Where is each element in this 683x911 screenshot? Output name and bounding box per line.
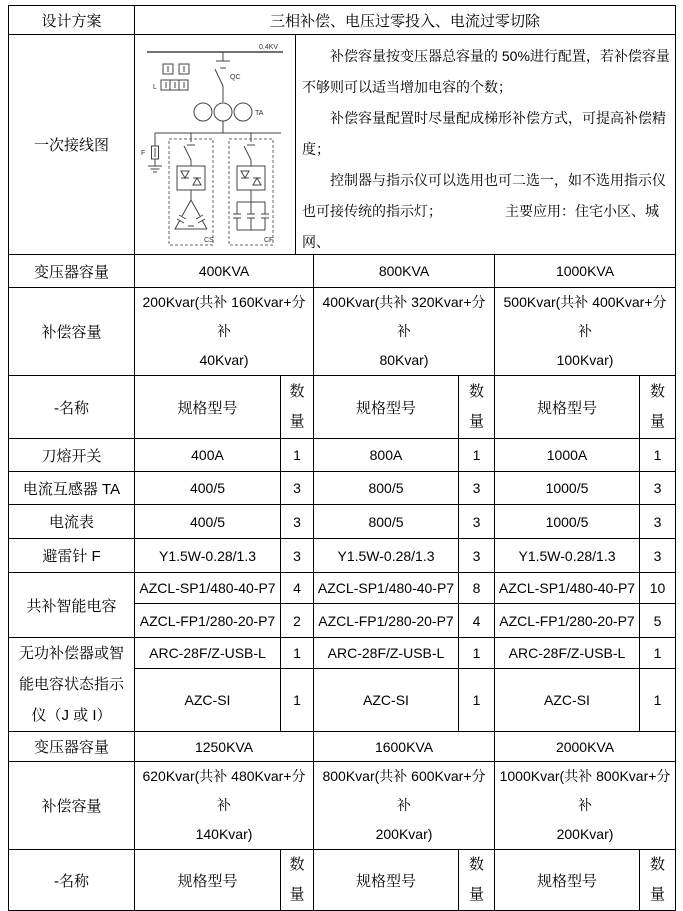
- compensation-label-cell: 补偿容量: [9, 288, 135, 376]
- compensation-value-cell: 200Kvar(共补 160Kvar+分补 40Kvar): [135, 288, 314, 376]
- wiring-notes: [296, 35, 675, 254]
- note-paragraph: 补偿容量按变压器总容量的 50%进行配置，若补偿容量 不够则可以适当增加电容的个数；: [302, 48, 670, 95]
- qty-cell: 5: [640, 604, 676, 638]
- part-name-cell: 刀熔开关: [9, 439, 135, 472]
- transformer-value-cell: 2000KVA: [495, 732, 676, 762]
- qty-cell: 3: [459, 472, 495, 505]
- transformer-value-cell: 400KVA: [135, 255, 314, 288]
- qty-cell: 3: [640, 539, 676, 573]
- parts-header-row-1: [9, 376, 676, 439]
- spec-cell: 400/5: [135, 505, 281, 539]
- compensation-value-cell: 620Kvar(共补 480Kvar+分补 140Kvar): [135, 762, 314, 850]
- parts-header-row-2: [9, 850, 676, 911]
- qty-cell: 1: [640, 638, 676, 669]
- part-name-cell: 无功补偿器或智 能电容状态指示 仪（J 或 I）: [9, 638, 135, 732]
- qty-cell: 3: [640, 505, 676, 539]
- qty-cell: 3: [640, 472, 676, 505]
- qty-header-cell: 数 量: [640, 850, 676, 911]
- spec-cell: ARC-28F/Z-USB-L: [135, 638, 281, 669]
- wiring-diagram: [137, 38, 293, 251]
- part-row-knife-switch: [9, 439, 676, 472]
- transformer-value-cell: 1250KVA: [135, 732, 314, 762]
- spec-header-cell: 规格型号: [314, 376, 459, 439]
- design-label-cell: 设计方案: [9, 6, 135, 35]
- spec-cell: 800/5: [314, 505, 459, 539]
- part-name-cell: 电流互感器 TA: [9, 472, 135, 505]
- transformer-label-cell: 变压器容量: [9, 255, 135, 288]
- name-header-cell: -名称: [9, 376, 135, 439]
- transformer-value-cell: 1600KVA: [314, 732, 495, 762]
- spec-cell: AZCL-SP1/480-40-P7: [314, 573, 459, 604]
- part-name-cell: 共补智能电容: [9, 573, 135, 638]
- spec-cell: AZCL-FP1/280-20-P7: [495, 604, 640, 638]
- qty-cell: 1: [281, 638, 314, 669]
- qty-cell: 4: [459, 604, 495, 638]
- wiring-content-cell: [135, 35, 676, 255]
- transformer-row-1: [9, 255, 676, 288]
- spec-cell: AZCL-SP1/480-40-P7: [495, 573, 640, 604]
- spec-cell: 800A: [314, 439, 459, 472]
- wiring-diagram-box: [135, 35, 296, 254]
- part-name-cell: 避雷针 F: [9, 539, 135, 573]
- note-paragraph: 补偿容量配置时尽量配成梯形补偿方式，可提高补偿精 度；: [302, 110, 666, 157]
- transformer-value-cell: 1000KVA: [495, 255, 676, 288]
- spec-cell: ARC-28F/Z-USB-L: [314, 638, 459, 669]
- spec-header-cell: 规格型号: [495, 376, 640, 439]
- qty-cell: 1: [281, 669, 314, 732]
- qty-header-cell: 数 量: [281, 376, 314, 439]
- spec-cell: 400/5: [135, 472, 281, 505]
- qty-cell: 8: [459, 573, 495, 604]
- compensation-value-cell: 400Kvar(共补 320Kvar+分补 80Kvar): [314, 288, 495, 376]
- spec-cell: Y1.5W-0.28/1.3: [314, 539, 459, 573]
- part-row-controller-1: [9, 638, 676, 669]
- note-paragraph: 控制器与指示仪可以选用也可二选一，如不选用指示仪 也可接传统的指示灯； 主要应用：住宅小区、城网、: [302, 172, 666, 250]
- qty-cell: 1: [640, 669, 676, 732]
- qty-header-cell: 数 量: [459, 376, 495, 439]
- qty-cell: 1: [459, 638, 495, 669]
- compensation-label-cell: 补偿容量: [9, 762, 135, 850]
- wiring-row: [9, 35, 676, 255]
- spec-header-cell: 规格型号: [495, 850, 640, 911]
- qty-header-cell: 数 量: [640, 376, 676, 439]
- spec-cell: Y1.5W-0.28/1.3: [135, 539, 281, 573]
- part-row-arrester: [9, 539, 676, 573]
- transformer-value-cell: 800KVA: [314, 255, 495, 288]
- part-row-shared-capacitor-1: [9, 573, 676, 604]
- spec-cell: AZCL-SP1/480-40-P7: [135, 573, 281, 604]
- part-name-cell: 电流表: [9, 505, 135, 539]
- spec-cell: ARC-28F/Z-USB-L: [495, 638, 640, 669]
- spec-cell: Y1.5W-0.28/1.3: [495, 539, 640, 573]
- cf-label: CF: [264, 237, 274, 244]
- f-label: F: [141, 150, 146, 157]
- ta-label: TA: [255, 110, 264, 117]
- spec-cell: 800/5: [314, 472, 459, 505]
- spec-cell: 1000A: [495, 439, 640, 472]
- spec-cell: AZCL-FP1/280-20-P7: [314, 604, 459, 638]
- spec-header-cell: 规格型号: [314, 850, 459, 911]
- qty-cell: 2: [281, 604, 314, 638]
- spec-cell: AZC-SI: [495, 669, 640, 732]
- qty-cell: 1: [459, 439, 495, 472]
- qty-cell: 1: [640, 439, 676, 472]
- qty-cell: 1: [281, 439, 314, 472]
- qty-cell: 3: [281, 472, 314, 505]
- compensation-value-cell: 800Kvar(共补 600Kvar+分补 200Kvar): [314, 762, 495, 850]
- transformer-row-2: [9, 732, 676, 762]
- qty-cell: 1: [459, 669, 495, 732]
- part-row-ammeter: [9, 505, 676, 539]
- spec-table: [8, 5, 676, 911]
- spec-cell: 1000/5: [495, 472, 640, 505]
- voltage-label: 0.4KV: [259, 44, 279, 51]
- compensation-value-cell: 500Kvar(共补 400Kvar+分补 100Kvar): [495, 288, 676, 376]
- design-value-cell: 三相补偿、电压过零投入、电流过零切除: [135, 6, 676, 35]
- name-header-cell: -名称: [9, 850, 135, 911]
- wiring-label-cell: 一次接线图: [9, 35, 135, 255]
- cs-label: CS: [204, 237, 214, 244]
- spec-header-cell: 规格型号: [135, 376, 281, 439]
- compensation-row-1: [9, 288, 676, 376]
- spec-cell: AZC-SI: [314, 669, 459, 732]
- transformer-label-cell: 变压器容量: [9, 732, 135, 762]
- compensation-value-cell: 1000Kvar(共补 800Kvar+分补 200Kvar): [495, 762, 676, 850]
- lamp-group-label: L: [153, 84, 157, 91]
- qty-header-cell: 数 量: [281, 850, 314, 911]
- qty-cell: 10: [640, 573, 676, 604]
- spec-cell: 1000/5: [495, 505, 640, 539]
- part-row-current-transformer: [9, 472, 676, 505]
- qty-cell: 3: [281, 505, 314, 539]
- qty-header-cell: 数 量: [459, 850, 495, 911]
- qc-label: QC: [230, 74, 241, 81]
- qty-cell: 4: [281, 573, 314, 604]
- qty-cell: 3: [459, 539, 495, 573]
- compensation-row-2: [9, 762, 676, 850]
- qty-cell: 3: [281, 539, 314, 573]
- spec-cell: AZC-SI: [135, 669, 281, 732]
- qty-cell: 3: [459, 505, 495, 539]
- spec-cell: AZCL-FP1/280-20-P7: [135, 604, 281, 638]
- spec-header-cell: 规格型号: [135, 850, 281, 911]
- spec-cell: 400A: [135, 439, 281, 472]
- design-row: [9, 6, 676, 35]
